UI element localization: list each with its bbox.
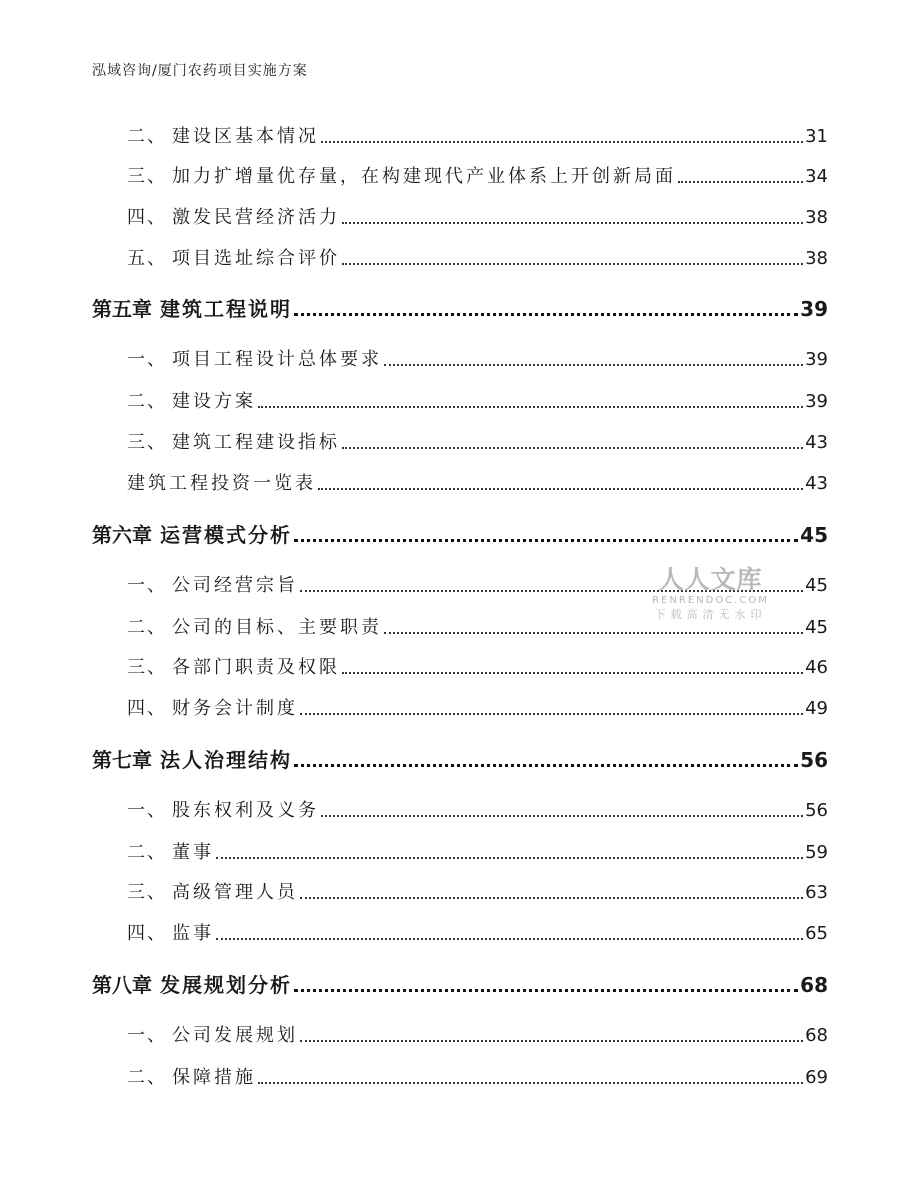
chapter-title: 发展规划分析 [160,973,292,997]
section-number: 一、 [127,575,167,596]
section-title: 建筑工程投资一览表 [127,473,316,494]
watermark-domain: RENRENDOC.COM [652,595,769,606]
chapter-number: 第八章 [92,973,152,997]
toc-section-entry[interactable] [127,126,828,148]
section-number: 四、 [127,698,167,719]
page-number: 59 [805,842,828,863]
chapter-title: 运营模式分析 [160,523,292,547]
chapter-number: 第六章 [92,523,152,547]
page-number: 38 [805,248,828,269]
dot-leader [216,857,803,859]
dot-leader [318,488,803,490]
page-number: 63 [805,882,828,903]
toc-section-entry[interactable] [127,248,828,270]
dot-leader [300,897,803,899]
dot-leader [384,364,803,366]
dot-leader [216,938,803,940]
toc-section-entry[interactable] [127,391,828,413]
toc-section-entry[interactable] [127,1025,828,1047]
section-title: 项目选址综合评价 [172,248,340,269]
page-number: 45 [805,617,828,638]
section-number: 四、 [127,207,167,228]
dot-leader [294,313,798,316]
section-title: 激发民营经济活力 [172,207,340,228]
page-number: 43 [805,473,828,494]
page-number: 39 [805,391,828,412]
section-number: 三、 [127,166,167,187]
section-title: 高级管理人员 [172,882,298,903]
page-number: 65 [805,923,828,944]
toc-section-entry[interactable] [127,698,828,720]
page-number: 45 [800,523,828,547]
page-number: 45 [805,575,828,596]
page-number: 39 [805,349,828,370]
toc-section-entry[interactable] [127,657,828,679]
toc-section-entry[interactable] [127,1067,828,1089]
toc-section-entry[interactable] [127,800,828,822]
dot-leader [321,141,803,143]
page-number: 68 [800,973,828,997]
dot-leader [294,764,798,767]
page-number: 31 [805,126,828,147]
section-number: 一、 [127,800,167,821]
section-title: 公司经营宗旨 [172,575,298,596]
page-number: 56 [805,800,828,821]
section-number: 三、 [127,657,167,678]
section-title: 股东权利及义务 [172,800,319,821]
dot-leader [678,181,803,183]
toc-section-entry[interactable] [127,207,828,229]
dot-leader [342,447,803,449]
chapter-title: 法人治理结构 [160,748,292,772]
section-title: 监事 [172,923,214,944]
page-header: 泓域咨询/厦门农药项目实施方案 [92,63,308,79]
chapter-number: 第五章 [92,297,152,321]
toc-section-entry[interactable] [127,923,828,945]
dot-leader [321,815,803,817]
watermark-logo: 人人文库 [658,565,763,594]
section-title: 财务会计制度 [172,698,298,719]
page-number: 46 [805,657,828,678]
toc-chapter-entry[interactable] [92,297,828,321]
dot-leader [294,539,798,542]
page-number: 38 [805,207,828,228]
toc-section-entry[interactable] [127,842,828,864]
section-number: 二、 [127,617,167,638]
section-number: 二、 [127,391,167,412]
dot-leader [342,222,803,224]
dot-leader [300,1040,803,1042]
toc-chapter-entry[interactable] [92,523,828,547]
section-number: 二、 [127,126,167,147]
toc-section-entry[interactable] [127,166,828,188]
section-title: 公司的目标、主要职责 [172,617,382,638]
toc-chapter-entry[interactable] [92,973,828,997]
dot-leader [342,263,803,265]
page-number: 69 [805,1067,828,1088]
section-title: 建设方案 [172,391,256,412]
section-number: 三、 [127,432,167,453]
section-title: 加力扩增量优存量，在构建现代产业体系上开创新局面 [172,166,676,187]
section-number: 二、 [127,1067,167,1088]
toc-section-entry[interactable] [127,349,828,371]
section-number: 一、 [127,349,167,370]
toc-section-entry[interactable] [127,432,828,454]
page-number: 34 [805,166,828,187]
page-number: 56 [800,748,828,772]
dot-leader [342,672,803,674]
watermark-slogan: 下载高清无水印 [654,608,767,621]
section-title: 各部门职责及权限 [172,657,340,678]
dot-leader [258,1082,803,1084]
section-title: 保障措施 [172,1067,256,1088]
page-number: 49 [805,698,828,719]
dot-leader [300,713,803,715]
toc-section-entry[interactable] [127,882,828,904]
chapter-title: 建筑工程说明 [160,297,292,321]
section-number: 五、 [127,248,167,269]
section-title: 公司发展规划 [172,1025,298,1046]
toc-chapter-entry[interactable] [92,748,828,772]
section-title: 董事 [172,842,214,863]
page-number: 39 [800,297,828,321]
section-number: 三、 [127,882,167,903]
page-number: 68 [805,1025,828,1046]
dot-leader [384,632,803,634]
toc-section-entry[interactable] [127,473,828,495]
watermark [648,566,773,622]
dot-leader [258,406,803,408]
section-title: 项目工程设计总体要求 [172,349,382,370]
dot-leader [294,989,798,992]
section-number: 一、 [127,1025,167,1046]
section-number: 二、 [127,842,167,863]
section-title: 建筑工程建设指标 [172,432,340,453]
chapter-number: 第七章 [92,748,152,772]
section-number: 四、 [127,923,167,944]
section-title: 建设区基本情况 [172,126,319,147]
page-number: 43 [805,432,828,453]
